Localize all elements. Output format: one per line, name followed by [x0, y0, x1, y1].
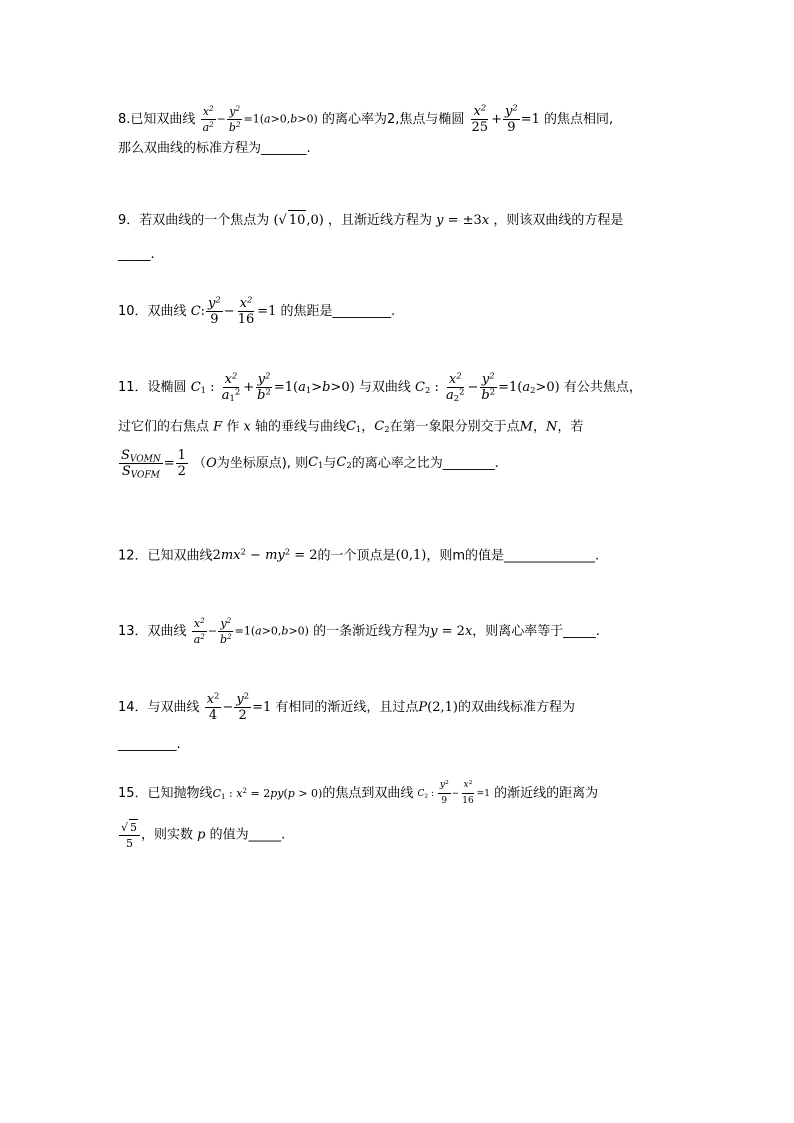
question-10-line-1: [118, 296, 688, 327]
question-text: ，: [532, 419, 546, 435]
question-8: [118, 104, 688, 159]
question-number: 13．: [118, 624, 148, 639]
question-9-line-1: [118, 210, 688, 231]
question-text: 的双曲线标准方程为: [457, 700, 575, 715]
question-11-line-1: [118, 372, 688, 403]
question-12-line-1: [118, 546, 688, 567]
point-f: F: [209, 419, 227, 435]
question-text: 已知双曲线: [130, 112, 196, 127]
question-text: 在第一象限分别交于点: [389, 419, 520, 435]
question-text: 为坐标原点), 则: [216, 455, 309, 471]
hyperbola-c2-formula: $C_2$ : $\frac{y^2}{9}$ − $\frac{x^2}{16}$ =1: [417, 779, 490, 806]
question-text: ，且渐近线方程为: [327, 213, 432, 228]
hyperbola-formula: $\frac{x^2}{a^2}$ − $\frac{y^2}{b^2}$ =1(a>0,b>0): [202, 104, 318, 134]
question-text: ，则离心率等于_____.: [472, 624, 600, 639]
vertex-point: (0,1): [395, 548, 427, 563]
question-11: [118, 372, 688, 479]
question-text: 设椭圆: [147, 380, 187, 395]
point-m: M: [519, 419, 533, 435]
question-text: 双曲线: [147, 304, 187, 319]
hyperbola-formula: $\frac{x^2}{4}$ − $\frac{y^2}{2}$ =1: [206, 690, 272, 723]
question-text: 的焦点相同,: [544, 112, 614, 127]
curve-c1: $C_1$: [345, 419, 362, 435]
curve-c2: $C_2$: [336, 455, 352, 471]
question-13-line-1: [118, 616, 688, 647]
question-text: 与双曲线: [358, 380, 411, 395]
question-text: ，若: [557, 419, 584, 435]
origin-o: O: [206, 455, 217, 471]
asymptote-formula: y = ±3x: [436, 212, 490, 228]
question-number: 14．: [118, 700, 148, 715]
variable-p: p: [193, 827, 210, 843]
question-text: 与: [323, 455, 337, 471]
question-number: 15．: [118, 786, 148, 801]
question-text: 的一个顶点是: [317, 548, 396, 564]
asymptote-formula: y = 2x: [430, 623, 473, 639]
area-ratio-formula: $\frac{S_{VOMN}}{S_{VOFM}}$ = $\frac{1}{2}$: [121, 447, 186, 480]
question-14-line-2: _________.: [118, 737, 181, 752]
question-text: ，则m的值是______________.: [426, 548, 600, 564]
question-15-line-1: [118, 778, 688, 809]
question-text: ，: [361, 419, 375, 435]
question-text: 的离心率之比为________.: [351, 455, 499, 471]
question-text: 有公共焦点，: [563, 380, 642, 395]
point-n: N: [545, 419, 558, 435]
question-text: 的离心率为2,焦点与椭圆: [321, 112, 465, 127]
question-number: 8.: [118, 112, 131, 127]
question-text: 的焦距是_________.: [280, 304, 396, 319]
hyperbola-m-formula: $2mx^2 - my^2 = 2$: [212, 546, 318, 563]
point-p: P(2,1): [418, 699, 458, 715]
question-text: 作: [226, 419, 240, 435]
question-text: 有相同的渐近线，且过点: [275, 700, 419, 715]
question-10: [118, 296, 688, 327]
ellipse-formula: $\frac{x^2}{25}$ + $\frac{y^2}{9}$ =1: [471, 102, 540, 135]
ellipse-c1-formula: $C_1$ : $\frac{x^2}{a_1^2}$ + $\frac{y^2}{b^2}$ $=1(a_1>b>0)$: [190, 370, 355, 404]
question-text: 的渐近线的距离为: [494, 786, 599, 801]
question-11-line-3: [118, 448, 688, 479]
question-15-line-2: [118, 819, 688, 851]
question-8-line-1: [118, 104, 688, 135]
question-14-line-1: [118, 692, 688, 723]
question-number: 11．: [118, 380, 148, 395]
hyperbola-c2-formula: $C_2$ : $\frac{x^2}{a_2^2}$ − $\frac{y^2}{b^2}$ $=1(a_2>0)$: [414, 370, 560, 404]
question-13: [118, 616, 688, 647]
question-text: （: [193, 455, 207, 471]
question-text: 过它们的右焦点: [118, 419, 210, 435]
focus-point: (√ 10,0): [273, 210, 323, 231]
question-number: 10．: [118, 304, 148, 319]
parabola-formula: $C_1$ : $x^2 = 2py(p > 0)$: [212, 785, 323, 801]
question-text: 的一条渐近线方程为: [313, 624, 431, 639]
question-9-line-2: _____.: [118, 247, 155, 262]
question-text: ，则实数: [141, 827, 194, 843]
question-text: ，则该双曲线的方程是: [493, 213, 624, 228]
question-number: 9．: [118, 213, 140, 228]
distance-value: $\frac{√ 5}{5}$: [118, 819, 141, 851]
hyperbola-formula: $\frac{x^2}{a^2}$ − $\frac{y^2}{b^2}$ =1(a>0,b>0): [193, 616, 309, 646]
curve-c2: $C_2$: [374, 419, 390, 435]
question-number: 12．: [118, 548, 148, 564]
question-15: [118, 778, 688, 851]
question-text: 已知双曲线: [147, 548, 213, 564]
question-11-line-2: [118, 417, 688, 438]
question-text: 轴的垂线与曲线: [254, 419, 346, 435]
question-text: 双曲线: [147, 624, 187, 639]
axis-x: x: [239, 419, 255, 435]
curve-c1: $C_1$: [308, 455, 324, 471]
question-text: 与双曲线: [147, 700, 200, 715]
hyperbola-c-formula: C: $\frac{y^2}{9}$ − $\frac{x^2}{16}$ =1: [190, 294, 277, 327]
question-8-line-2: 那么双曲线的标准方程为_______.: [118, 141, 311, 156]
question-12: [118, 546, 688, 567]
question-9: [118, 210, 688, 265]
question-text: 的值为_____.: [209, 827, 286, 843]
question-text: 的焦点到双曲线: [322, 786, 414, 801]
question-text: 若双曲线的一个焦点为: [139, 213, 270, 228]
question-14: [118, 692, 688, 755]
question-text: 已知抛物线: [147, 786, 213, 801]
